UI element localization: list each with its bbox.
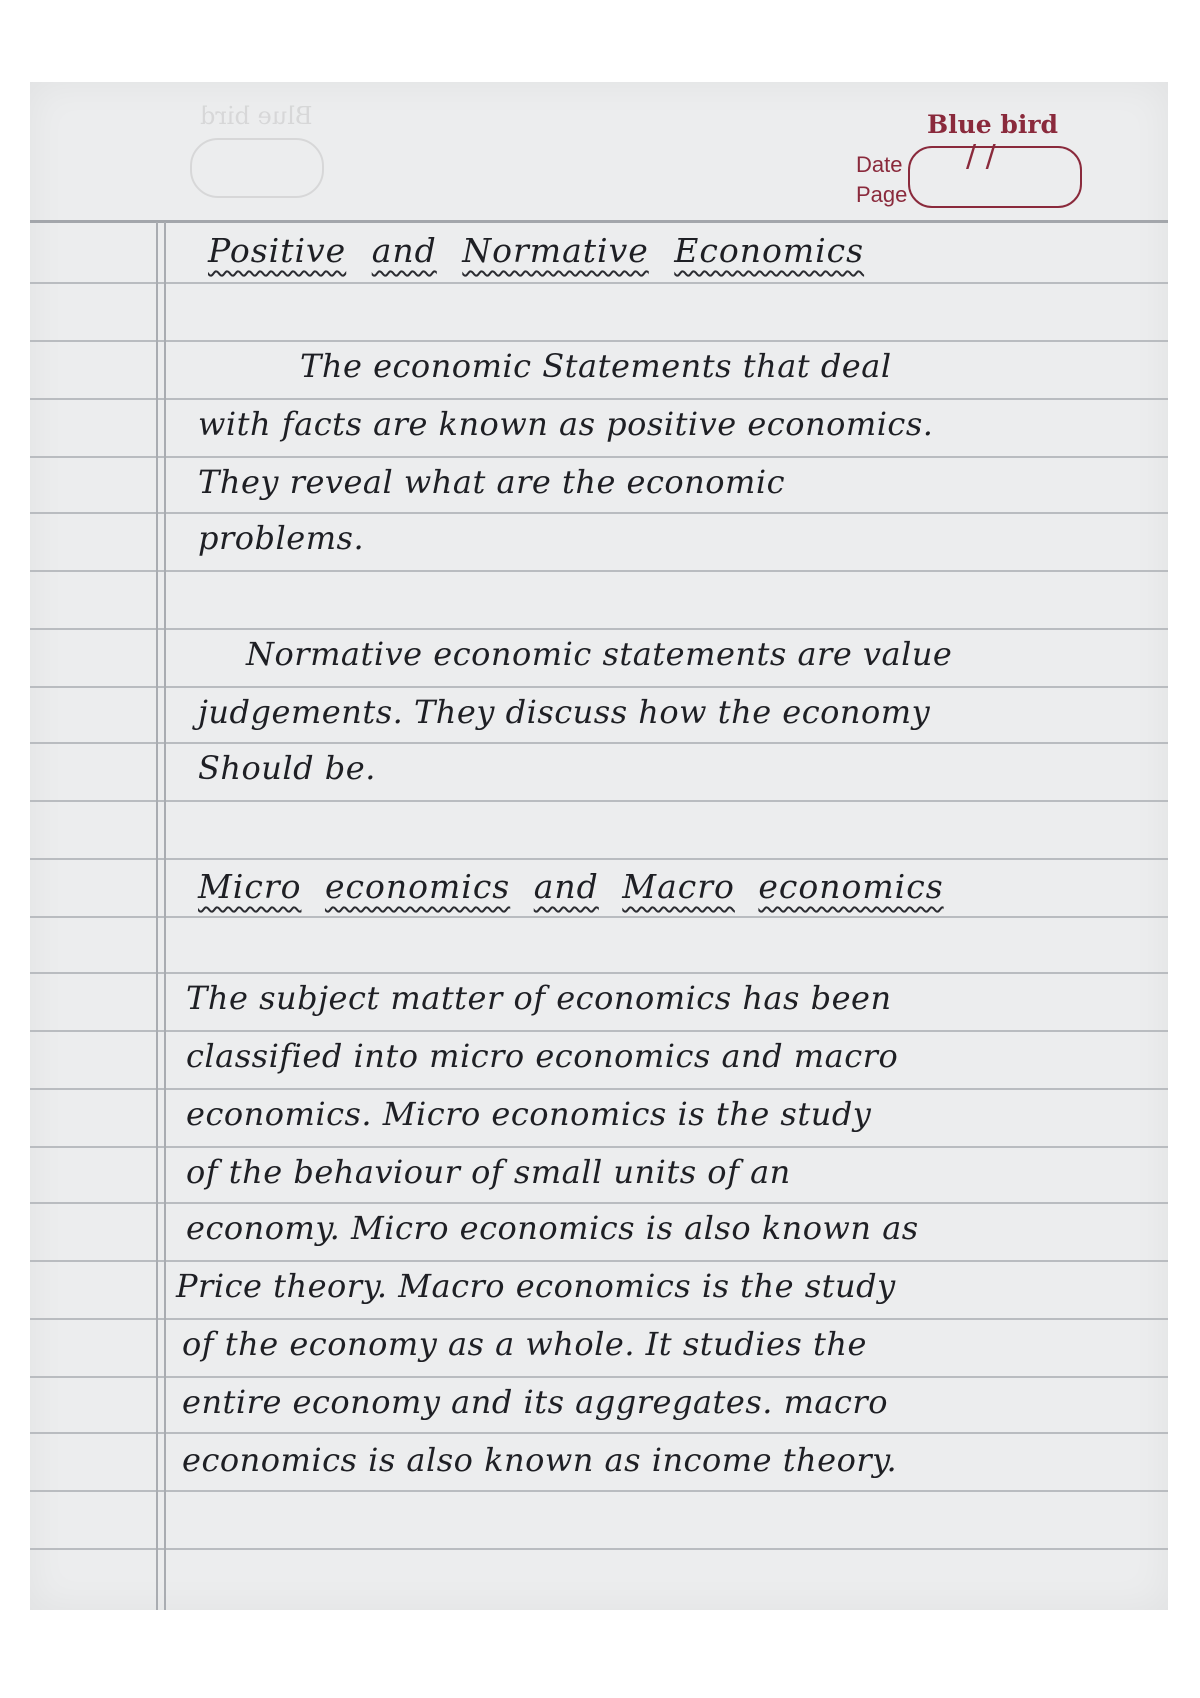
title-word: economics (324, 867, 511, 906)
rule-line (30, 1318, 1168, 1320)
margin-line-left (156, 222, 158, 1610)
ghost-date-box (190, 138, 324, 198)
s1-p2-line: Normative economic statements are value (246, 635, 953, 673)
s2-line: Price theory. Macro economics is the study (176, 1267, 896, 1305)
rule-line (30, 972, 1168, 974)
rule-line (30, 1030, 1168, 1032)
date-label: Date (856, 152, 903, 177)
brand-label: Blue bird (927, 110, 1059, 139)
s2-line: of the economy as a whole. It studies the (182, 1325, 867, 1363)
rule-line (30, 1202, 1168, 1204)
rule-line (30, 456, 1168, 458)
s2-line: The subject matter of economics has been (186, 979, 892, 1017)
s1-p2-line: Should be. (198, 749, 376, 787)
title-word: Normative (462, 231, 649, 270)
rule-line (30, 1490, 1168, 1492)
header-rule (30, 220, 1168, 223)
rule-line (30, 1146, 1168, 1148)
title-word: Micro (198, 867, 302, 906)
rule-line (30, 742, 1168, 744)
title-word: and (371, 231, 437, 270)
s2-line: entire economy and its aggregates. macro (182, 1383, 888, 1421)
s2-line: economics. Micro economics is the study (186, 1095, 872, 1133)
s2-line: classified into micro economics and macro (186, 1037, 899, 1075)
s1-p1-line: The economic Statements that deal (300, 347, 892, 385)
rule-line (30, 398, 1168, 400)
s1-p1-line: They reveal what are the economic (198, 463, 786, 501)
show-through-imprint (160, 102, 420, 202)
s2-line: economics is also known as income theory. (182, 1441, 898, 1479)
rule-line (30, 800, 1168, 802)
rule-line (30, 282, 1168, 284)
title-word: Economics (674, 231, 865, 270)
rule-line (30, 628, 1168, 630)
notebook-page (30, 82, 1168, 1610)
rule-line (30, 1432, 1168, 1434)
ghost-brand-mark: Blue bird (200, 102, 313, 130)
rule-line (30, 916, 1168, 918)
title-word: Macro (622, 867, 735, 906)
rule-line (30, 512, 1168, 514)
rule-line (30, 1376, 1168, 1378)
rule-line (30, 686, 1168, 688)
title-word: and (533, 867, 599, 906)
rule-line (30, 858, 1168, 860)
section2-title (198, 867, 944, 906)
rule-line (30, 570, 1168, 572)
rule-line (30, 340, 1168, 342)
section1-title (208, 231, 865, 270)
title-word: economics (758, 867, 944, 906)
s1-p1-line: problems. (198, 519, 365, 557)
date-value: / / (966, 139, 996, 174)
s1-p1-line: with facts are known as positive economics. (198, 405, 934, 443)
margin-line-right (164, 222, 166, 1610)
rule-line (30, 1548, 1168, 1550)
s2-line: of the behaviour of small units of an (186, 1153, 791, 1191)
title-word: Positive (208, 231, 347, 270)
s2-line: economy. Micro economics is also known as (186, 1209, 919, 1247)
s1-p2-line: judgements. They discuss how the economy (198, 693, 931, 731)
rule-line (30, 1088, 1168, 1090)
page-label: Page (856, 182, 908, 207)
rule-line (30, 1260, 1168, 1262)
page-header (30, 82, 1168, 222)
